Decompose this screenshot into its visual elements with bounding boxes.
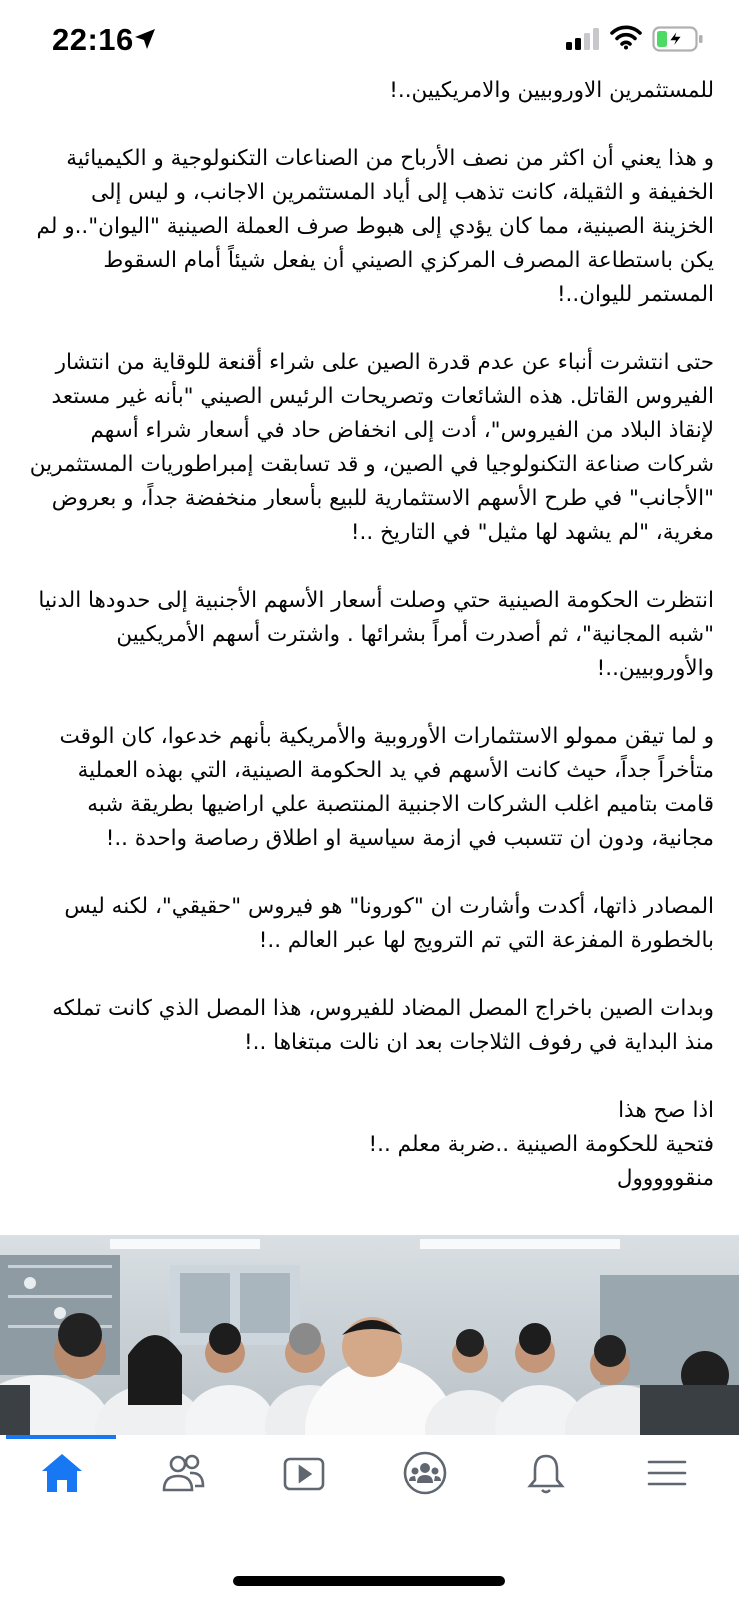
post-body [24, 74, 714, 1196]
post-paragraph: وبدات الصين باخراج المصل المضاد للفيروس، هذا المصل الذي كانت تملكه منذ البداية في رفوف الثلاجات بعد ان نالت مبتغاها ..! [52, 996, 714, 1055]
battery-charging-icon [652, 25, 704, 53]
post-paragraph: انتظرت الحكومة الصينية حتي وصلت أسعار الأسهم الأجنبية إلى حدودها الدنيا "شبه المجانية"، ثم أصدرت أمراً بشرائها . واشترت أسهم الأمريكيين والأوروبيين..! [38, 588, 714, 681]
post-paragraph: المصادر ذاتها، أكدت وأشارت ان "كورونا" هو فيروس "حقيقي"، لكنه ليس بالخطورة المفزعة التي تم الترويج لها عبر العالم ..! [64, 894, 714, 953]
tab-groups[interactable] [363, 1435, 486, 1511]
home-indicator-bar[interactable] [233, 1576, 505, 1586]
signal-icon [566, 28, 600, 50]
post-paragraph: للمستثمرين الاوروبيين والامريكيين..! [389, 78, 714, 103]
post-closing [24, 1094, 714, 1196]
tab-watch[interactable] [242, 1435, 365, 1511]
menu-icon [644, 1450, 690, 1496]
tab-friends[interactable] [121, 1435, 244, 1511]
post-photo[interactable] [0, 1235, 739, 1435]
notifications-bell-icon [523, 1450, 569, 1496]
closing-line: اذا صح هذا [618, 1098, 714, 1123]
home-icon [39, 1450, 85, 1496]
status-bar [0, 0, 739, 78]
tab-notifications[interactable] [484, 1435, 607, 1511]
post-paragraph: و هذا يعني أن اكثر من نصف الأرباح من الصناعات التكنولوجية و الكيميائية الخفيفة و الثقيلة، كانت تذهب إلى أياد المستثمرين الاجانب، و ليس إلى الخزينة الصينية، مما كان يؤدي إلى هبوط صرف العملة الصينية "اليوان"..و لم يكن باستطاعة المصرف المركزي الصيني أن يفعل شيئاً أمام السقوط المستمر لليوان..! [36, 146, 714, 307]
post-paragraph: حتى انتشرت أنباء عن عدم قدرة الصين على شراء أقنعة للوقاية من انتشار الفيروس القاتل. هذه الشائعات وتصريحات الرئيس الصيني "بأنه غير مستعد لإنقاذ البلاد من الفيروس"، أدت إلى انخفاض حاد في أسعار شراء أسهم شركات صناعة التكنولوجيا في الصين، و قد تسابقت إمبراطوريات المستثمرين "الأجانب" في طرح الأسهم الاستثمارية للبيع بأسعار منخفضة جداً، و بعروض مغرية، "لم يشهد لها مثيل" في التاريخ ..! [29, 350, 714, 545]
tab-menu[interactable] [605, 1435, 728, 1511]
closing-line: فتحية للحكومة الصينية ..ضربة معلم ..! [368, 1132, 714, 1157]
closing-line: منقووووول [616, 1166, 714, 1191]
tab-home[interactable] [0, 1435, 123, 1511]
post-paragraph: و لما تيقن ممولو الاستثمارات الأوروبية والأمريكية بأنهم خدعوا، كان الوقت متأخراً جداً، حيث كانت الأسهم في يد الحكومة الصينية، التي بهذه العملية قامت بتاميم اغلب الشركات الاجنبية المنتصبة علي اراضيها بطريقة شبه مجانية، ودون ان تتسبب في ازمة سياسية او اطلاق رصاصة واحدة ..! [59, 724, 714, 851]
groups-icon [402, 1450, 448, 1496]
status-time: 22:16 [52, 22, 134, 57]
location-arrow-icon [134, 28, 156, 50]
wifi-icon [610, 24, 642, 50]
friends-icon [160, 1450, 206, 1496]
watch-video-icon [281, 1450, 327, 1496]
